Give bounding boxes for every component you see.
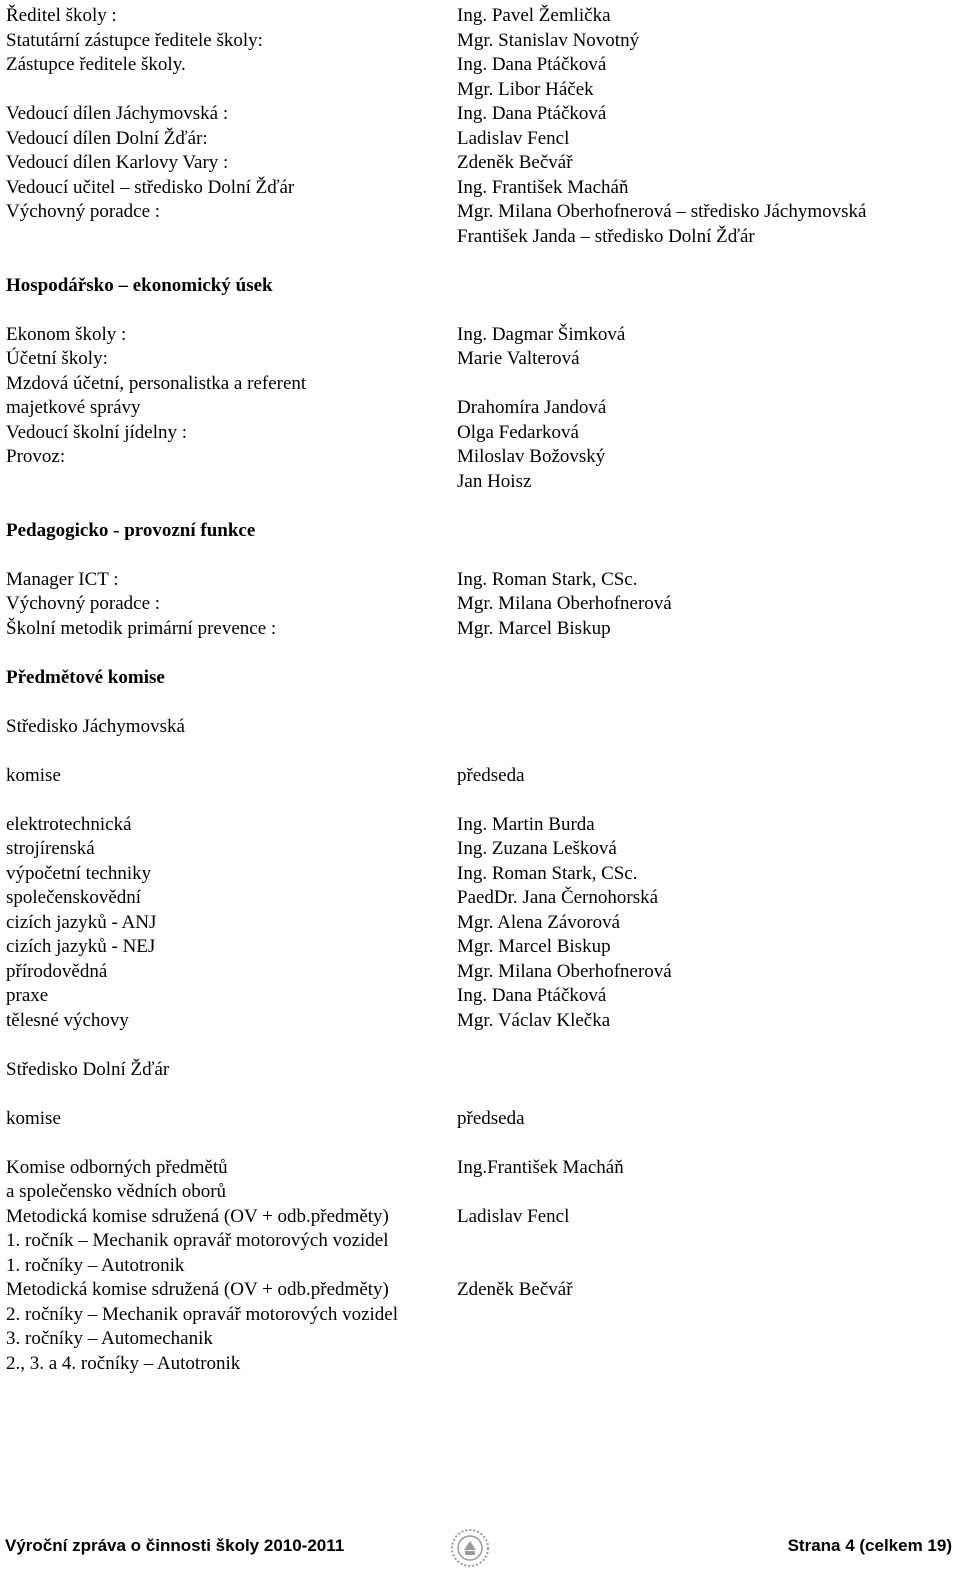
role-label: Vedoucí školní jídelny : [6,421,188,443]
list-item [6,347,956,372]
role-label [6,78,457,103]
leadership-list [6,4,956,249]
committee-chair: PaedDr. Jana Černohorská [457,887,659,908]
committee-chair: Ing.František Macháň [457,1156,624,1178]
role-label: Ekonom školy : [6,323,127,345]
committee-name: přírodovědná [6,960,108,982]
committee-chair: Ing. Zuzana Lešková [457,838,617,859]
committee-chair: Ing. Martin Burda [457,813,595,835]
list-item [6,445,956,470]
committee-name: strojírenská [6,838,95,859]
committee-name: 2. ročníky – Mechanik opravář motorových vozidel [6,1303,399,1325]
person-name: Mgr. Marcel Biskup [457,617,611,639]
committee-name: cizích jazyků - ANJ [6,911,157,933]
list-item [6,592,956,617]
role-label: Statutární zástupce ředitele školy: [6,29,263,51]
list-item [6,151,956,176]
column-header-committee: komise [6,1107,61,1129]
person-name: Ing. Pavel Žemlička [457,5,611,26]
person-name: Mgr. Milana Oberhofnerová [457,593,672,614]
person-name: Mgr. Libor Háček [457,78,594,100]
table-row [6,1303,956,1328]
committee-chair: Mgr. Václav Klečka [457,1009,611,1031]
role-label: Vedoucí dílen Dolní Žďár: [6,127,208,149]
role-label: Školní metodik primární prevence : [6,617,277,639]
column-header-chair: předseda [457,1107,525,1129]
committee-name: 2., 3. a 4. ročníky – Autotronik [6,1352,241,1374]
table-row [6,862,956,887]
list-item [6,78,956,103]
person-name: Miloslav Božovský [457,446,606,467]
table-row [6,1180,956,1205]
list-item [6,323,956,348]
table-row [6,1327,956,1352]
table-row [6,1352,956,1377]
role-label: Mzdová účetní, personalistka a referent [6,372,307,394]
committee-chair: Mgr. Alena Závorová [457,911,621,933]
list-item [6,421,956,446]
list-item [6,4,956,29]
person-name: Ing. Roman Stark, CSc. [457,568,638,590]
committee-chair: Mgr. Milana Oberhofnerová [457,960,672,982]
committee-chair: Mgr. Marcel Biskup [457,936,611,957]
list-item [6,568,956,593]
school-seal-icon [450,1528,490,1568]
section-heading-pedagogic: Pedagogicko - provozní funkce [6,519,256,541]
role-label: Manager ICT : [6,568,119,590]
committee-name: Komise odborných předmětů [6,1156,228,1178]
committee-table-jachymovska [6,813,956,1034]
committee-name: elektrotechnická [6,813,132,835]
role-label [6,225,457,250]
person-name: Mgr. Milana Oberhofnerová – středisko Jáchymovská [457,201,867,222]
committee-name: 3. ročníky – Automechanik [6,1328,213,1349]
economic-list [6,323,956,495]
committee-name: 1. ročníky – Autotronik [6,1254,185,1276]
list-item [6,225,956,250]
list-item [6,176,956,201]
committee-name: cizích jazyků - NEJ [6,936,156,957]
footer-report-title: Výroční zpráva o činnosti školy 2010-2011 [5,1536,345,1555]
person-name: Ing. František Macháň [457,176,629,198]
person-name: Ing. Dagmar Šimková [457,323,626,345]
committee-name: a společensko vědních oborů [6,1181,227,1202]
section-heading-committees: Předmětové komise [6,666,165,688]
person-name: Mgr. Stanislav Novotný [457,29,640,51]
table-row [6,1156,956,1181]
table-row [6,960,956,985]
person-name: Drahomíra Jandová [457,397,607,418]
role-label: Ředitel školy : [6,5,117,26]
role-label: Provoz: [6,446,66,467]
person-name: Ladislav Fencl [457,127,570,149]
center-title-jachymovska: Středisko Jáchymovská [6,715,185,737]
committee-name: Metodická komise sdružená (OV + odb.předměty) [6,1205,389,1227]
column-header-committee: komise [6,764,61,786]
person-name: Jan Hoisz [457,470,532,492]
role-label: Výchovný poradce : [6,201,161,222]
role-label: Zástupce ředitele školy. [6,54,186,75]
role-label: Vedoucí dílen Jáchymovská : [6,103,229,124]
table-row [6,1254,956,1279]
person-name: Ing. Dana Ptáčková [457,54,607,75]
person-name: Zdeněk Bečvář [457,152,573,173]
committee-name: společenskovědní [6,887,142,908]
committee-chair: Ladislav Fencl [457,1205,570,1227]
list-item [6,470,956,495]
table-row [6,837,956,862]
list-item [6,127,956,152]
list-item [6,102,956,127]
person-name: Marie Valterová [457,348,580,369]
committee-name: 1. ročník – Mechanik opravář motorových vozidel [6,1230,389,1251]
table-row [6,1229,956,1254]
section-heading-economic: Hospodářsko – ekonomický úsek [6,274,273,296]
list-item [6,29,956,54]
table-row [6,1205,956,1230]
role-label: Výchovný poradce : [6,593,161,614]
table-row [6,1009,956,1034]
committee-name: Metodická komise sdružená (OV + odb.předměty) [6,1279,389,1300]
committee-chair: Ing. Roman Stark, CSc. [457,862,638,884]
committee-name: tělesné výchovy [6,1009,129,1031]
role-label: Vedoucí dílen Karlovy Vary : [6,152,229,173]
table-row [6,911,956,936]
table-row [6,1278,956,1303]
table-row [6,935,956,960]
column-header-chair: předseda [457,764,525,786]
person-name: František Janda – středisko Dolní Žďár [457,225,755,247]
list-item [6,372,956,397]
table-header [6,1107,956,1132]
list-item [6,200,956,225]
table-header [6,764,956,789]
list-item [6,53,956,78]
table-row [6,813,956,838]
center-title-dolni-zdar: Středisko Dolní Žďár [6,1058,170,1080]
table-row [6,886,956,911]
person-name: Olga Fedarková [457,421,579,443]
committee-chair: Ing. Dana Ptáčková [457,985,607,1006]
person-name: Ing. Dana Ptáčková [457,103,607,124]
pedagogic-list [6,568,956,642]
role-label: majetkové správy [6,397,141,418]
role-label [6,470,457,495]
table-row [6,984,956,1009]
role-label: Vedoucí učitel – středisko Dolní Žďár [6,176,295,198]
list-item [6,617,956,642]
role-label: Účetní školy: [6,348,108,369]
document-page [6,4,956,1376]
footer-page-number: Strana 4 (celkem 19) [787,1536,952,1555]
committee-table-dolni-zdar [6,1156,956,1377]
committee-chair: Zdeněk Bečvář [457,1279,573,1300]
list-item [6,396,956,421]
committee-name: praxe [6,985,49,1006]
committee-name: výpočetní techniky [6,862,152,884]
